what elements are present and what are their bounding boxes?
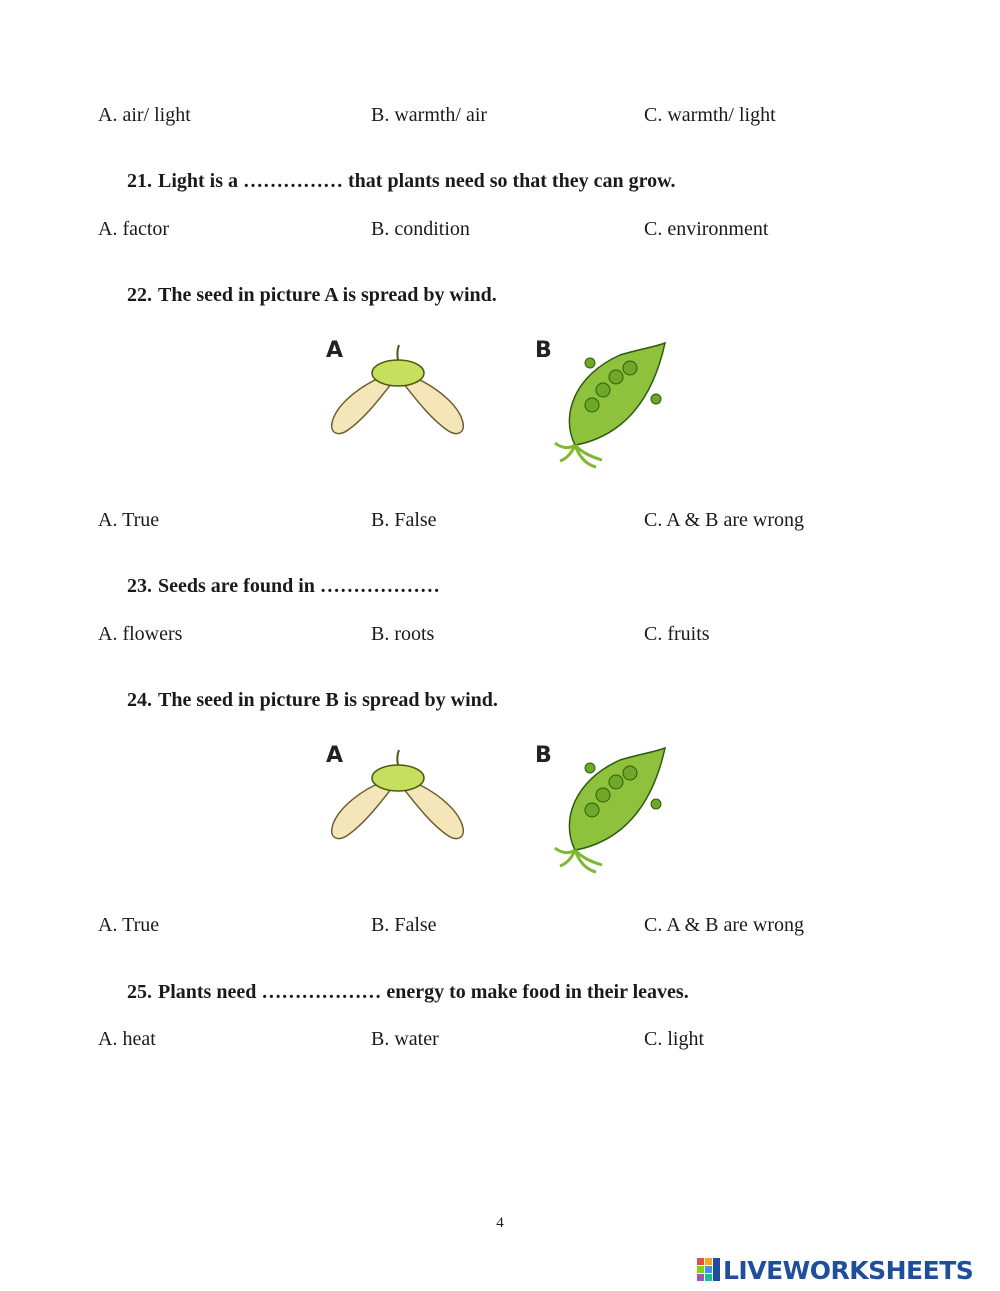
pea-pod-icon: [555, 343, 665, 467]
q23-number: 23.: [127, 575, 152, 597]
q24-label-a: A: [326, 743, 344, 768]
q21-number: 21.: [127, 170, 152, 192]
q22-options: [0, 509, 1000, 539]
q24-option-a[interactable]: A. True: [98, 914, 160, 936]
q24-option-c[interactable]: C. A & B are wrong: [644, 914, 804, 936]
q22-option-b[interactable]: B. False: [371, 509, 437, 531]
q25-number: 25.: [127, 981, 152, 1003]
q25-options: [0, 1028, 1000, 1058]
q25-option-b[interactable]: B. water: [371, 1028, 439, 1050]
q23-option-a[interactable]: A. flowers: [98, 623, 183, 645]
q20-options: [0, 104, 1000, 134]
q23-option-c[interactable]: C. fruits: [644, 623, 710, 645]
q22-question: [127, 284, 497, 307]
q21-question: [127, 170, 675, 193]
q22-label-a: A: [326, 338, 344, 363]
q23-option-b[interactable]: B. roots: [371, 623, 435, 645]
q24-number: 24.: [127, 689, 152, 711]
q22-seed-figure: [320, 335, 680, 475]
q23-options: [0, 623, 1000, 653]
q22-number: 22.: [127, 284, 152, 306]
q24-label-b: B: [535, 743, 552, 768]
q25-question: [127, 981, 689, 1004]
q24-question: [127, 689, 498, 712]
q21-option-c[interactable]: C. environment: [644, 218, 769, 240]
q24-options: [0, 914, 1000, 944]
q22-option-a[interactable]: A. True: [98, 509, 160, 531]
q21-option-a[interactable]: A. factor: [98, 218, 170, 240]
q25-option-a[interactable]: A. heat: [98, 1028, 156, 1050]
pea-pod-icon: [555, 748, 665, 872]
q22-option-c[interactable]: C. A & B are wrong: [644, 509, 804, 531]
q24-option-b[interactable]: B. False: [371, 914, 437, 936]
q20-option-a[interactable]: A. air/ light: [98, 104, 191, 126]
q21-options: [0, 218, 1000, 248]
q25-option-c[interactable]: C. light: [644, 1028, 705, 1050]
q25-text: Plants need ……………… energy to make food in their leaves.: [158, 981, 689, 1003]
q23-question: [127, 575, 440, 598]
page-number: 4: [496, 1215, 504, 1231]
liveworksheets-logo-icon: [697, 1258, 721, 1282]
brand-text: LIVEWORKSHEETS: [723, 1255, 974, 1285]
q24-seed-figure: [320, 740, 680, 880]
q22-label-b: B: [535, 338, 552, 363]
q20-option-c[interactable]: C. warmth/ light: [644, 104, 776, 126]
q22-text: The seed in picture A is spread by wind.: [158, 284, 497, 306]
q23-text: Seeds are found in ………………: [158, 575, 440, 597]
maple-seed-icon: [332, 345, 464, 434]
q20-option-b[interactable]: B. warmth/ air: [371, 104, 488, 126]
q21-text: Light is a …………… that plants need so that they can grow.: [158, 170, 676, 192]
maple-seed-icon: [332, 750, 464, 839]
q24-text: The seed in picture B is spread by wind.: [158, 689, 498, 711]
q21-option-b[interactable]: B. condition: [371, 218, 470, 240]
liveworksheets-brand[interactable]: [697, 1254, 973, 1286]
